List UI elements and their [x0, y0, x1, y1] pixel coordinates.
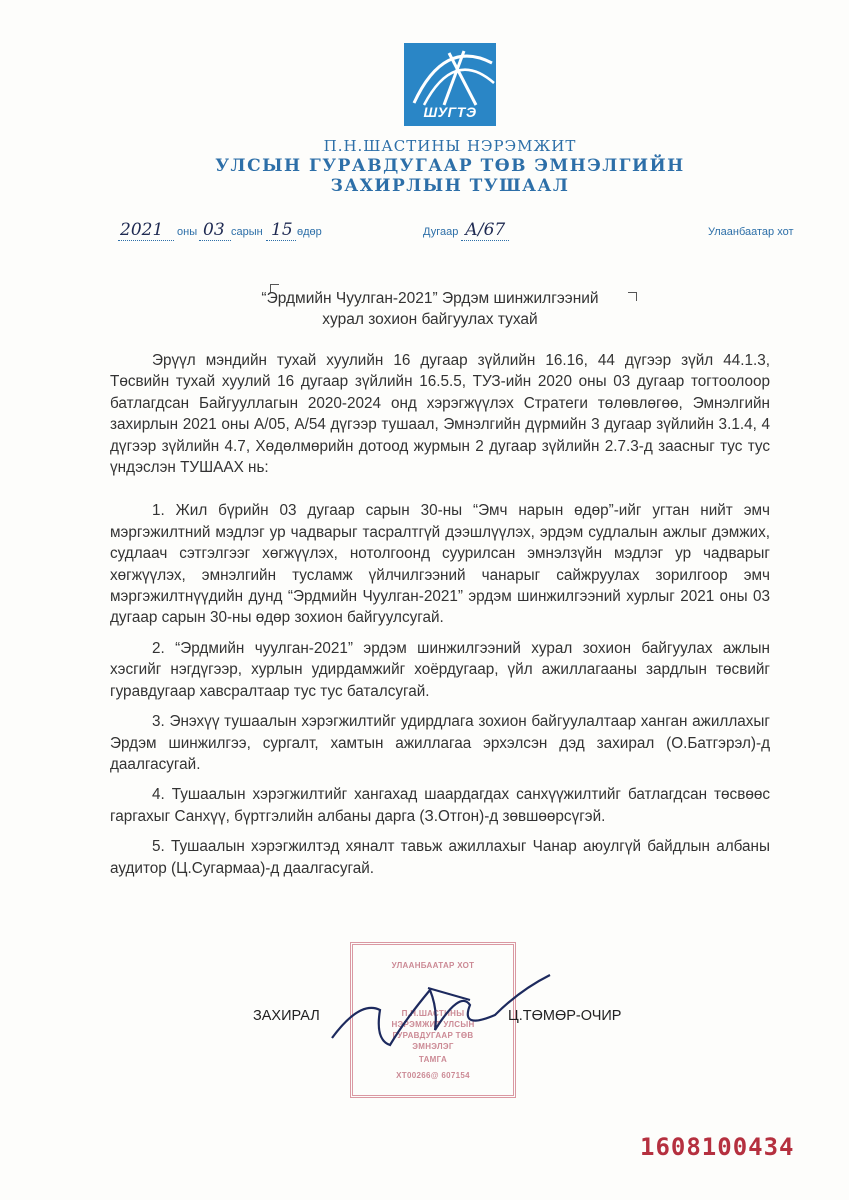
- order-item-4: 4. Тушаалын хэрэгжилтийг хангахад шаардагдах санхүүжилтийг батлагдсан төсвөөс гаргахыг Санхүү, бүртгэлийн албаны дарга (З.Отгон)-д зөвшөөрсүгэй.: [110, 786, 770, 825]
- title-line1: “Эрдмийн Чуулган-2021” Эрдэм шинжилгээний: [261, 290, 599, 307]
- order-item-3: 3. Энэхүү тушаалын хэрэгжилтийг удирдлага зохион байгуулалтаар ханган ажиллахыг Эрдэм шинжилгээ, сургалт, хамтын ажиллагаа эрхэлсэн дэд захирал (О.Батгэрэл)-д даалгасугай.: [110, 713, 770, 773]
- title-line2: хурал зохион байгуулах тухай: [322, 311, 538, 328]
- hospital-logo: [404, 43, 496, 126]
- month-label: сарын: [231, 226, 263, 238]
- order-item-1: 1. Жил бүрийн 03 дугаар сарын 30-ны “Эмч нарын өдөр”-ийг угтан нийт эмч мэргэжилтний мэдлэг ур чадварыг тасралтгүй дээшлүүлэх, эрдэм судлалын ажлыг дэмжих, судлаач сэтгэлгээг хөгжүүлэх, нотолгоонд суурилсан эмнэлзүйн мэдлэг ур чадварыг хөгжүүлэх, эмнэлгийн тусламж үйлчилгээний чанарыг сайжруулах зорилгоор эмч мэргэжилтнүүдийн дунд “Эрдмийн Чуулган-2021” эрдэм шинжилгээний хурлыг 2021 оны 03 дугаар сарын 30-ны өдөр зохион байгуулсугай.: [110, 502, 770, 627]
- logo-text: ШУГТЭ: [423, 104, 477, 120]
- official-stamp: УЛААНБААТАР ХОТ П.Н.ШАСТИНЫ НЭРЭМЖИТ УЛСЫН ГУРАВДУГААР ТӨВ ЭМНЭЛЭГ ТАМГА ХТ00266@ 607154: [350, 942, 516, 1098]
- document-type: ЗАХИРЛЫН ТУШААЛ: [330, 176, 570, 196]
- document-title: [200, 288, 660, 330]
- signatory-title: ЗАХИРАЛ: [253, 1008, 320, 1024]
- signatory-name: Ц.ТӨМӨР-ОЧИР: [508, 1008, 622, 1024]
- org-name-line2: УЛСЫН ГУРАВДУГААР ТӨВ ЭМНЭЛГИЙН: [215, 156, 685, 176]
- serial-number: 1608100434: [640, 1133, 795, 1161]
- date-day: 15: [271, 220, 293, 240]
- order-item-2: 2. “Эрдмийн чуулган-2021” эрдэм шинжилгээний хурал зохион байгуулах ажлын хэсгийг нэгдүгээр, хурлын удирдамжийг хоёрдугаар, үйл ажиллагааны зардлын төсвийг гуравдугаар хавсралтаар тус тус баталсугай.: [110, 639, 770, 700]
- document-body: [110, 350, 770, 879]
- date-month: 03: [203, 220, 225, 240]
- order-number: А/67: [465, 220, 506, 240]
- year-label: оны: [177, 226, 198, 238]
- city: Улаанбаатар хот: [708, 226, 794, 238]
- order-item-5: 5. Тушаалын хэрэгжилтэд хяналт тавьж ажиллахыг Чанар аюулгүй байдлын албаны аудитор (Ц.Сугармаа)-д даалгасугай.: [110, 838, 770, 877]
- date-year: 2021: [120, 220, 164, 240]
- day-label: өдөр: [297, 226, 322, 238]
- date-row: [0, 220, 849, 244]
- number-label: Дугаар: [423, 226, 459, 238]
- handwritten-signature: [320, 960, 560, 1050]
- preamble: Эрүүл мэндийн тухай хуулийн 16 дугаар зүйлийн 16.16, 44 дүгээр зүйл 44.1.3, Төсвийн тухай хуулий 16 дугаар зүйлийн 16.5.5, ТУЗ-ийн 2020 оны 03 дугаар тогтоолоор батлагдсан Байгууллагын 2020-2024 онд хэрэгжүүлэх Стратеги төлөвлөгөө, Эмнэлгийн захирлын 2021 оны А/05, А/54 дүгээр тушаал, Эмнэлгийн дүрмийн 3 дугаар зүйлийн 3.1.4, 4 дүгээр зүйлийн 4.7, Хөдөлмөрийн дотоод журмын 2 дугаар зүйлийн 2.7.3-д заасныг тус тус үндэслэн ТУШААХ нь:: [110, 352, 770, 477]
- org-name-line1: П.Н.ШАСТИНЫ НЭРЭМЖИТ: [323, 137, 577, 155]
